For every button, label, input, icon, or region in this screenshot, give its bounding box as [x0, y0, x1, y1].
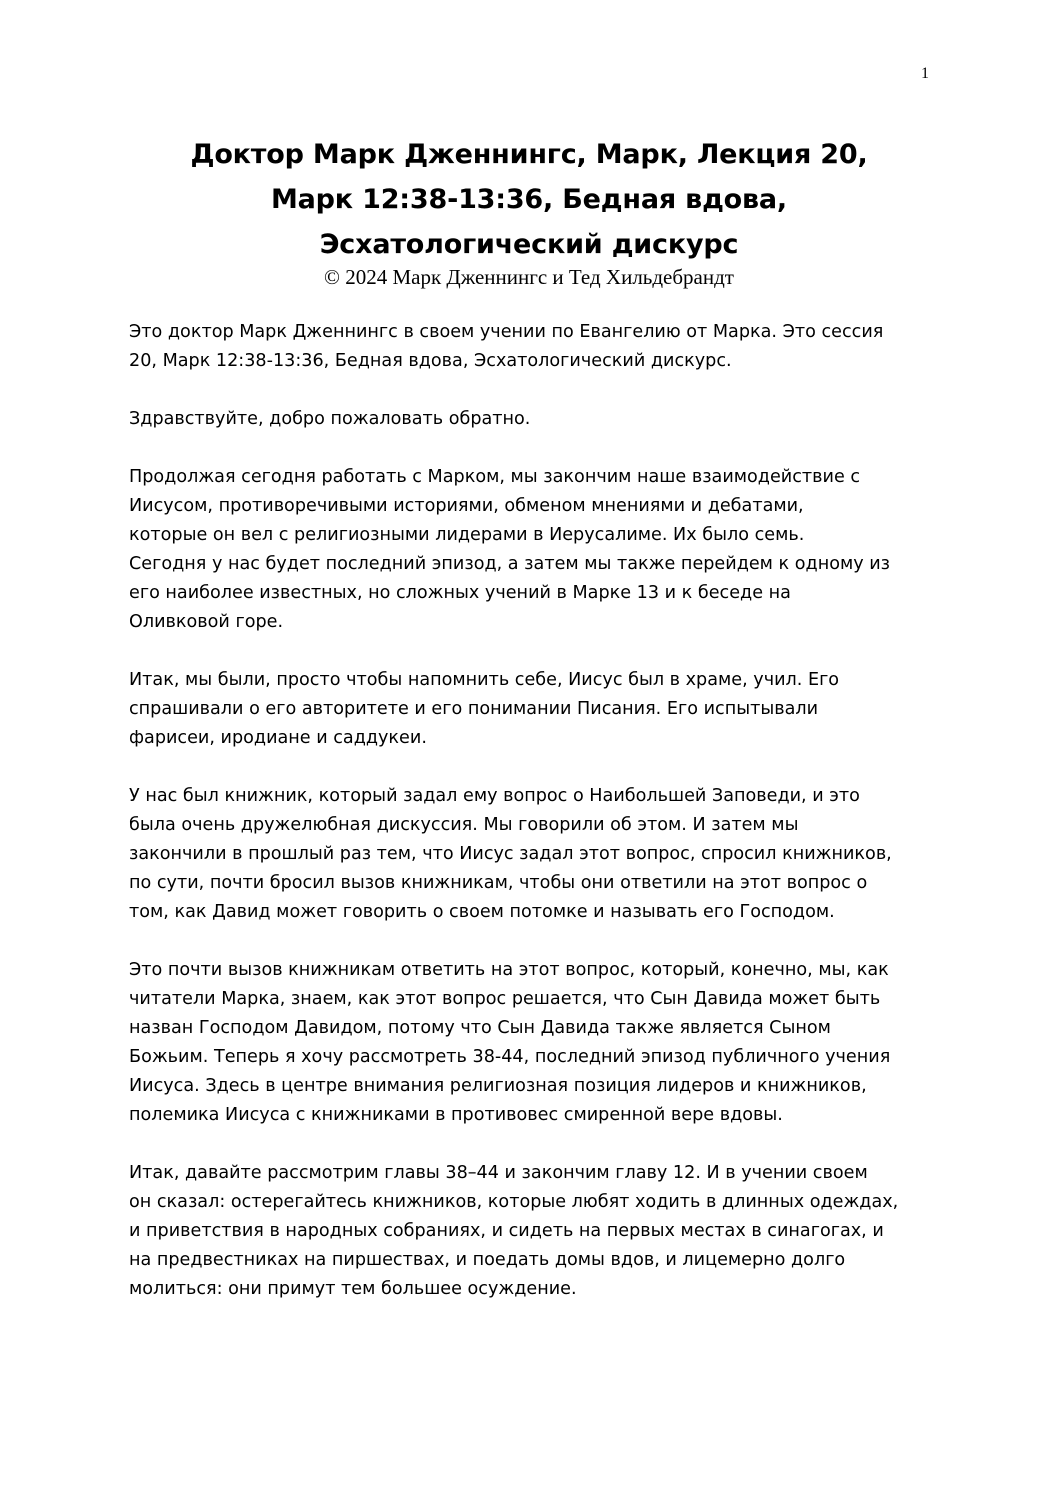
text-line: спрашивали о его авторитете и его понимании Писания. Его испытывали — [129, 699, 819, 719]
text-line: назван Господом Давидом, потому что Сын Давида также является Сыном — [129, 1018, 831, 1038]
text-line: Сегодня у нас будет последний эпизод, а затем мы также перейдем к одному из — [129, 554, 891, 574]
document-body — [129, 318, 949, 1333]
title-line: Марк 12:38-13:36, Бедная вдова, — [270, 184, 787, 215]
text-line: Это доктор Марк Дженнингс в своем учении по Евангелию от Марка. Это сессия — [129, 322, 884, 342]
page-number: 1 — [921, 65, 929, 82]
text-line: его наиболее известных, но сложных учений в Марке 13 и к беседе на — [129, 583, 791, 603]
text-line: Продолжая сегодня работать с Марком, мы закончим наше взаимодействие с — [129, 467, 861, 487]
text-line: которые он вел с религиозными лидерами в Иерусалиме. Их было семь. — [129, 525, 805, 545]
text-line: Итак, мы были, просто чтобы напомнить себе, Иисус был в храме, учил. Его — [129, 670, 840, 690]
copyright-notice: © 2024 Марк Дженнингс и Тед Хильдебрандт — [324, 265, 734, 289]
text-line: Оливковой горе. — [129, 612, 284, 632]
paragraph — [129, 318, 949, 376]
text-line: молиться: они примут тем большее осуждение. — [129, 1279, 577, 1299]
paragraph — [129, 463, 949, 637]
text-line: полемика Иисуса с книжниками в противовес смиренной вере вдовы. — [129, 1105, 783, 1125]
text-line: и приветствия в народных собраниях, и сидеть на первых местах в синагогах, и — [129, 1221, 884, 1241]
text-line: закончили в прошлый раз тем, что Иисус задал этот вопрос, спросил книжников, — [129, 844, 892, 864]
text-line: Божьим. Теперь я хочу рассмотреть 38-44, последний эпизод публичного учения — [129, 1047, 891, 1067]
text-line: Итак, давайте рассмотрим главы 38–44 и закончим главу 12. И в учении своем — [129, 1163, 868, 1183]
paragraph — [129, 405, 949, 434]
paragraph — [129, 956, 949, 1130]
title-line: Эсхатологический дискурс — [319, 229, 739, 260]
text-line: 20, Марк 12:38-13:36, Бедная вдова, Эсхатологический дискурс. — [129, 351, 732, 371]
text-line: У нас был книжник, который задал ему вопрос о Наибольшей Заповеди, и это — [129, 786, 860, 806]
text-line: на предвестниках на пиршествах, и поедать домы вдов, и лицемерно долго — [129, 1250, 846, 1270]
text-line: была очень дружелюбная дискуссия. Мы говорили об этом. И затем мы — [129, 815, 799, 835]
text-line: Это почти вызов книжникам ответить на этот вопрос, который, конечно, мы, как — [129, 960, 889, 980]
title-line: Доктор Марк Дженнингс, Марк, Лекция 20, — [190, 139, 868, 170]
text-line: фарисеи, иродиане и саддукеи. — [129, 728, 427, 748]
paragraph — [129, 782, 949, 927]
document-header — [0, 132, 1058, 289]
paragraph — [129, 666, 949, 753]
paragraph — [129, 1159, 949, 1304]
text-line: Здравствуйте, добро пожаловать обратно. — [129, 409, 531, 429]
text-line: он сказал: остерегайтесь книжников, которые любят ходить в длинных одеждах, — [129, 1192, 899, 1212]
text-line: Иисусом, противоречивыми историями, обменом мнениями и дебатами, — [129, 496, 804, 516]
text-line: читатели Марка, знаем, как этот вопрос решается, что Сын Давида может быть — [129, 989, 881, 1009]
text-line: по сути, почти бросил вызов книжникам, чтобы они ответили на этот вопрос о — [129, 873, 868, 893]
text-line: Иисуса. Здесь в центре внимания религиозная позиция лидеров и книжников, — [129, 1076, 867, 1096]
text-line: том, как Давид может говорить о своем потомке и называть его Господом. — [129, 902, 835, 922]
